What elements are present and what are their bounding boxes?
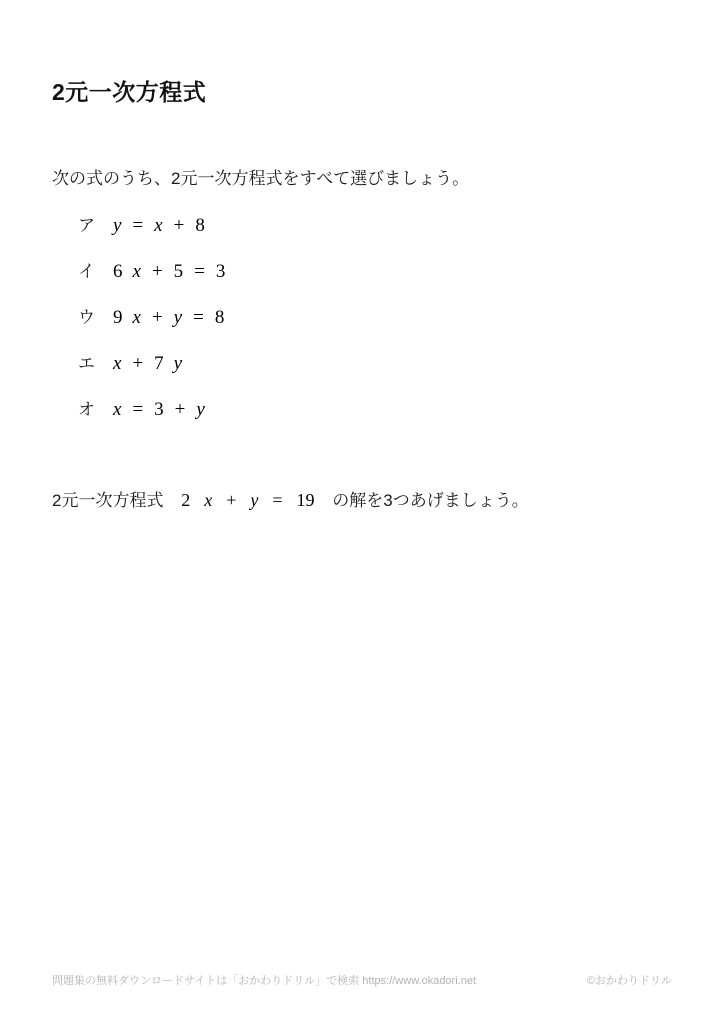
item-label: イ (78, 262, 95, 281)
equation-list-item (78, 349, 230, 373)
equation-list-item (78, 257, 230, 281)
math-token: + (226, 490, 237, 510)
math-token: y (173, 307, 183, 328)
math-token: 7 (154, 353, 164, 374)
math-token: 19 (296, 490, 315, 510)
math-token: y (196, 399, 205, 420)
item-label: エ (78, 354, 95, 373)
equation (113, 261, 230, 283)
math-token: y (113, 215, 122, 236)
equation-list-item (78, 395, 230, 419)
math-token: + (151, 307, 163, 328)
math-token: 3 (154, 399, 164, 420)
math-token: + (151, 261, 163, 282)
math-token: + (132, 353, 144, 374)
equation-list (78, 211, 230, 441)
math-token: x (132, 307, 141, 328)
math-token: 9 (113, 307, 123, 328)
math-token: 6 (113, 261, 123, 282)
footer-site-info: 問題集の無料ダウンロードサイトは「おかわりドリル」で検索 https://www.okadori.net (52, 975, 477, 987)
math-token: y (250, 490, 259, 510)
footer-copyright: ©おかわりドリル (586, 975, 672, 987)
math-token: y (173, 353, 183, 374)
math-token: 3 (215, 261, 226, 282)
item-label: ア (78, 216, 95, 235)
problem2-prefix: 2元一次方程式 (52, 491, 164, 510)
math-token: 5 (173, 261, 184, 282)
math-token: + (173, 215, 185, 236)
problem2-equation (174, 490, 321, 510)
equation-list-item (78, 211, 230, 235)
math-token: 2 (181, 490, 191, 510)
math-token: = (194, 261, 205, 282)
equation-list-item (78, 303, 230, 327)
page-footer (52, 972, 672, 988)
math-token: x (113, 353, 122, 374)
math-token: = (132, 215, 144, 236)
equation (113, 399, 210, 421)
problem2-suffix: の解を3つあげましょう。 (332, 491, 529, 510)
math-token: x (204, 490, 213, 510)
equation (113, 215, 210, 237)
math-token: = (193, 307, 204, 328)
math-token: x (154, 215, 163, 236)
equation (113, 307, 229, 329)
item-label: ウ (78, 308, 95, 327)
item-label: オ (78, 400, 95, 419)
equation (113, 353, 187, 375)
math-token: = (272, 490, 283, 510)
math-token: + (174, 399, 186, 420)
math-token: 8 (195, 215, 205, 236)
problem2-statement (52, 486, 529, 511)
page-title: 2元一次方程式 (52, 79, 207, 105)
math-token: 8 (214, 307, 225, 328)
math-token: = (132, 399, 144, 420)
math-token: x (132, 261, 141, 282)
problem1-instruction: 次の式のうち、2元一次方程式をすべて選びましょう。 (52, 169, 470, 188)
math-token: x (113, 399, 122, 420)
